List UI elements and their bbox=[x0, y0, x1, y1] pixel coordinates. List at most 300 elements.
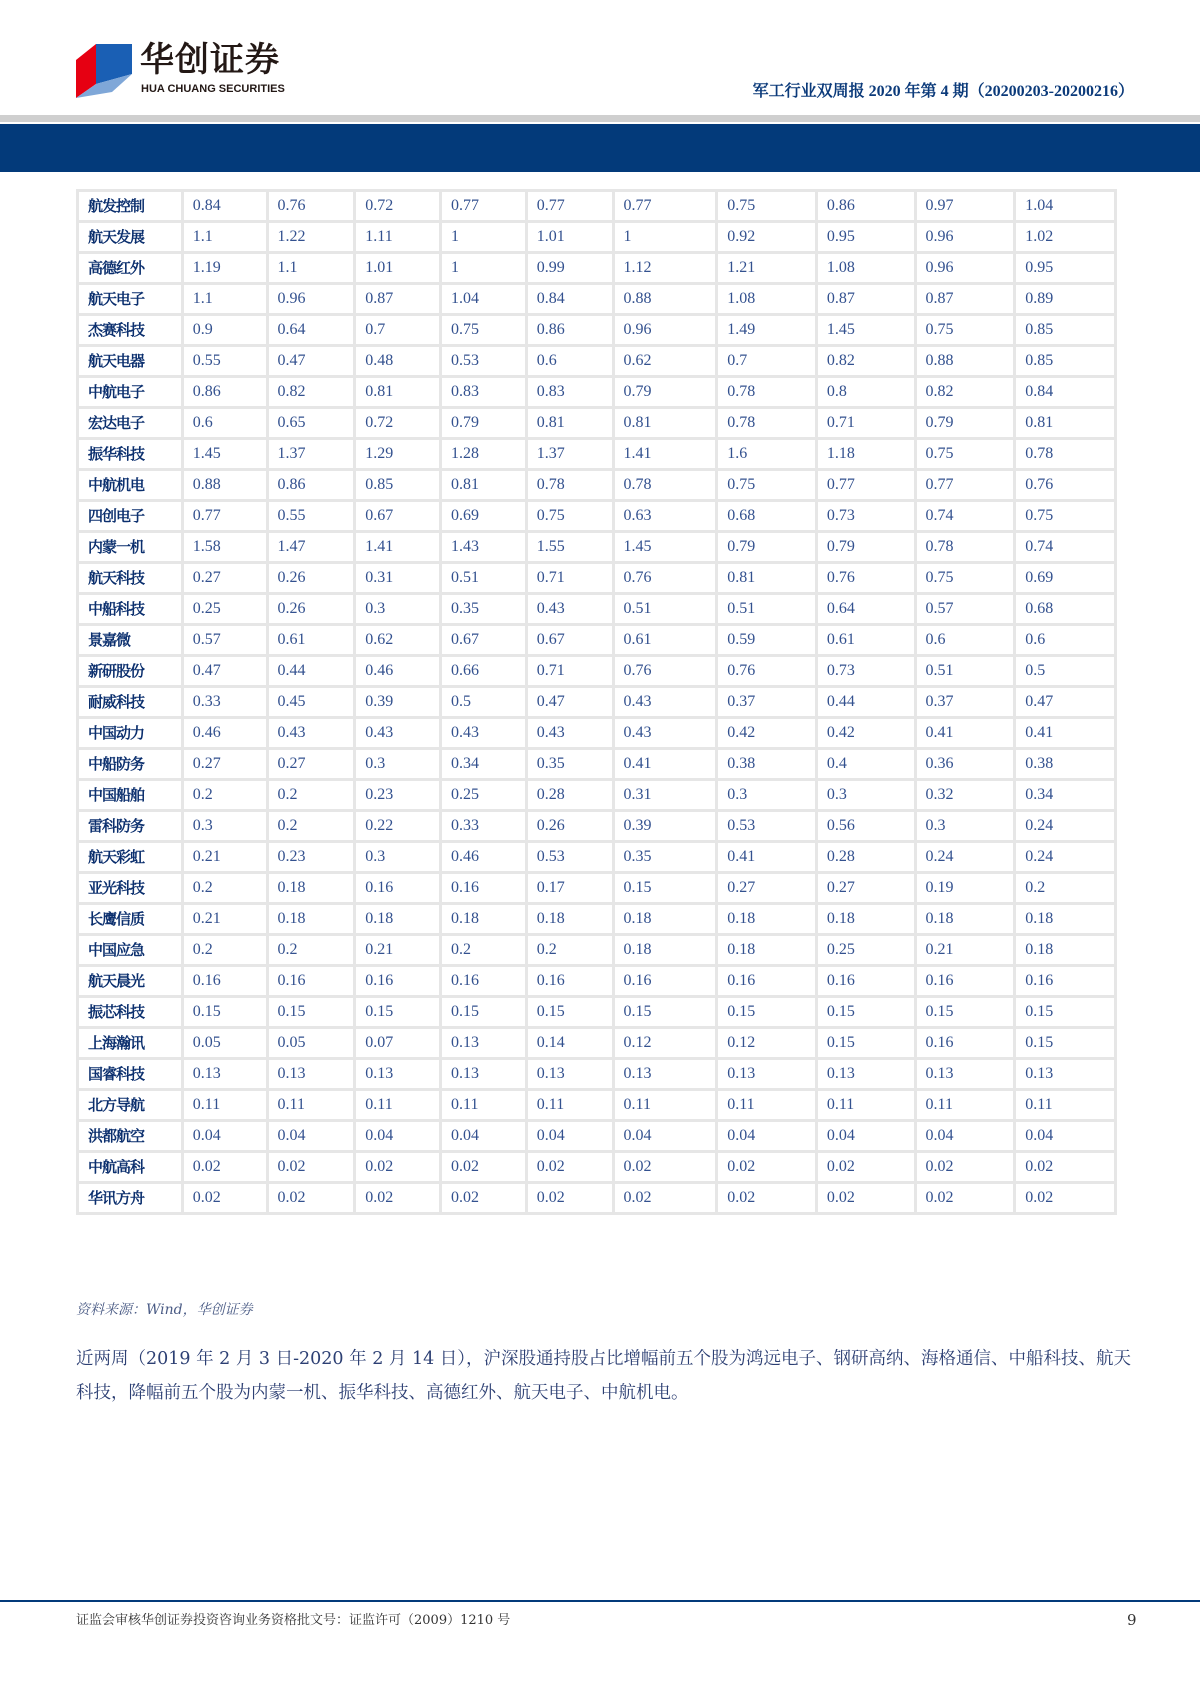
holding-ratio-cell: 0.35 bbox=[441, 594, 527, 625]
stock-name: 雷科防务 bbox=[78, 811, 183, 842]
holding-ratio-cell: 0.75 bbox=[441, 315, 527, 346]
stock-name: 航天电器 bbox=[78, 346, 183, 377]
holding-ratio-cell: 0.75 bbox=[915, 563, 1015, 594]
holding-ratio-cell: 0.67 bbox=[441, 625, 527, 656]
holding-ratio-cell: 1.58 bbox=[182, 532, 267, 563]
holding-ratio-cell: 0.11 bbox=[613, 1090, 717, 1121]
holding-ratio-cell: 0.18 bbox=[441, 904, 527, 935]
holding-ratio-cell: 0.26 bbox=[267, 594, 355, 625]
holding-ratio-cell: 0.85 bbox=[1015, 346, 1116, 377]
holding-ratio-cell: 0.89 bbox=[1015, 284, 1116, 315]
holding-ratio-cell: 1.55 bbox=[526, 532, 613, 563]
holding-ratio-cell: 1 bbox=[441, 253, 527, 284]
holding-ratio-cell: 0.13 bbox=[441, 1028, 527, 1059]
table-row bbox=[78, 408, 1116, 439]
table-row bbox=[78, 625, 1116, 656]
holding-ratio-cell: 0.04 bbox=[441, 1121, 527, 1152]
holding-ratio-cell: 0.63 bbox=[613, 501, 717, 532]
stock-name: 中国动力 bbox=[78, 718, 183, 749]
holding-ratio-cell: 0.37 bbox=[915, 687, 1015, 718]
holding-ratio-cell: 0.51 bbox=[915, 656, 1015, 687]
holding-ratio-cell: 0.15 bbox=[1015, 997, 1116, 1028]
table-row bbox=[78, 1183, 1116, 1214]
table-row bbox=[78, 532, 1116, 563]
holding-ratio-cell: 0.86 bbox=[526, 315, 613, 346]
holding-ratio-cell: 0.81 bbox=[441, 470, 527, 501]
holding-ratio-cell: 0.79 bbox=[915, 408, 1015, 439]
holding-ratio-cell: 0.14 bbox=[526, 1028, 613, 1059]
holding-ratio-cell: 0.18 bbox=[915, 904, 1015, 935]
stock-name: 振华科技 bbox=[78, 439, 183, 470]
holding-ratio-cell: 0.76 bbox=[717, 656, 817, 687]
holding-ratio-cell: 0.16 bbox=[267, 966, 355, 997]
holding-ratio-cell: 0.75 bbox=[915, 315, 1015, 346]
holding-ratio-cell: 0.24 bbox=[915, 842, 1015, 873]
holding-ratio-cell: 1.08 bbox=[816, 253, 915, 284]
holding-ratio-cell: 0.18 bbox=[816, 904, 915, 935]
holding-ratio-cell: 0.16 bbox=[816, 966, 915, 997]
holding-ratio-cell: 0.27 bbox=[267, 749, 355, 780]
holding-ratio-cell: 0.41 bbox=[915, 718, 1015, 749]
holding-ratio-cell: 1.29 bbox=[355, 439, 441, 470]
table-row bbox=[78, 811, 1116, 842]
holding-ratio-cell: 0.41 bbox=[717, 842, 817, 873]
holding-ratio-cell: 0.5 bbox=[441, 687, 527, 718]
holding-ratio-cell: 0.46 bbox=[441, 842, 527, 873]
holding-ratio-cell: 0.81 bbox=[1015, 408, 1116, 439]
holding-ratio-cell: 0.64 bbox=[267, 315, 355, 346]
holding-ratio-cell: 0.71 bbox=[526, 656, 613, 687]
holding-ratio-cell: 0.83 bbox=[441, 377, 527, 408]
holding-ratio-cell: 0.78 bbox=[717, 377, 817, 408]
holding-ratio-cell: 0.15 bbox=[355, 997, 441, 1028]
holding-ratio-cell: 1 bbox=[613, 222, 717, 253]
table-row bbox=[78, 904, 1116, 935]
holding-ratio-cell: 0.15 bbox=[1015, 1028, 1116, 1059]
holding-ratio-cell: 0.43 bbox=[613, 687, 717, 718]
holding-ratio-cell: 0.55 bbox=[182, 346, 267, 377]
holding-ratio-cell: 0.42 bbox=[816, 718, 915, 749]
holding-ratio-cell: 1.37 bbox=[267, 439, 355, 470]
stock-name: 航天发展 bbox=[78, 222, 183, 253]
stock-name: 新研股份 bbox=[78, 656, 183, 687]
holding-ratio-cell: 0.18 bbox=[1015, 935, 1116, 966]
table-row bbox=[78, 749, 1116, 780]
holding-ratio-cell: 0.6 bbox=[526, 346, 613, 377]
footer-divider bbox=[0, 1600, 1200, 1602]
stock-name: 宏达电子 bbox=[78, 408, 183, 439]
holding-ratio-cell: 0.15 bbox=[613, 997, 717, 1028]
holding-ratio-cell: 1.01 bbox=[355, 253, 441, 284]
holding-ratio-cell: 0.78 bbox=[915, 532, 1015, 563]
holding-ratio-cell: 0.71 bbox=[526, 563, 613, 594]
stock-name: 洪都航空 bbox=[78, 1121, 183, 1152]
holding-ratio-cell: 0.44 bbox=[816, 687, 915, 718]
holding-ratio-cell: 0.76 bbox=[613, 563, 717, 594]
logo-chinese: 华创证券 bbox=[140, 40, 280, 80]
holding-ratio-cell: 0.61 bbox=[613, 625, 717, 656]
holding-ratio-cell: 1.12 bbox=[613, 253, 717, 284]
holding-ratio-cell: 0.31 bbox=[613, 780, 717, 811]
holding-ratio-cell: 1.47 bbox=[267, 532, 355, 563]
table-row bbox=[78, 439, 1116, 470]
holding-ratio-cell: 0.78 bbox=[613, 470, 717, 501]
holding-ratio-cell: 1.41 bbox=[355, 532, 441, 563]
stock-name: 长鹰信质 bbox=[78, 904, 183, 935]
table-row bbox=[78, 501, 1116, 532]
holding-ratio-cell: 0.21 bbox=[182, 904, 267, 935]
holding-ratio-cell: 0.51 bbox=[613, 594, 717, 625]
holding-ratio-cell: 0.18 bbox=[267, 873, 355, 904]
stock-name: 航天电子 bbox=[78, 284, 183, 315]
holding-ratio-cell: 0.02 bbox=[1015, 1152, 1116, 1183]
holding-ratio-cell: 0.7 bbox=[717, 346, 817, 377]
holding-ratio-cell: 0.73 bbox=[816, 501, 915, 532]
holding-ratio-cell: 0.92 bbox=[717, 222, 817, 253]
holding-ratio-cell: 0.53 bbox=[441, 346, 527, 377]
stock-name: 中国应急 bbox=[78, 935, 183, 966]
holding-ratio-cell: 0.02 bbox=[267, 1183, 355, 1214]
table-row bbox=[78, 594, 1116, 625]
holding-ratio-cell: 0.47 bbox=[267, 346, 355, 377]
holding-ratio-cell: 0.13 bbox=[355, 1059, 441, 1090]
stock-name: 上海瀚讯 bbox=[78, 1028, 183, 1059]
holding-ratio-cell: 0.6 bbox=[915, 625, 1015, 656]
holding-ratio-cell: 0.2 bbox=[1015, 873, 1116, 904]
holding-ratio-cell: 0.24 bbox=[1015, 811, 1116, 842]
holding-ratio-cell: 0.45 bbox=[267, 687, 355, 718]
footer-license: 证监会审核华创证券投资咨询业务资格批文号：证监许可（2009）1210 号 bbox=[76, 1613, 511, 1628]
table-row bbox=[78, 346, 1116, 377]
holding-ratio-cell: 0.43 bbox=[526, 594, 613, 625]
holding-ratio-cell: 0.26 bbox=[267, 563, 355, 594]
holding-ratio-cell: 1.37 bbox=[526, 439, 613, 470]
holding-ratio-cell: 0.23 bbox=[267, 842, 355, 873]
holding-ratio-cell: 1.02 bbox=[1015, 222, 1116, 253]
stock-name: 中国船舶 bbox=[78, 780, 183, 811]
holding-ratio-cell: 0.2 bbox=[182, 935, 267, 966]
table-row bbox=[78, 842, 1116, 873]
holding-ratio-cell: 0.47 bbox=[1015, 687, 1116, 718]
holding-ratio-cell: 0.36 bbox=[915, 749, 1015, 780]
holding-ratio-cell: 0.04 bbox=[717, 1121, 817, 1152]
table-row bbox=[78, 191, 1116, 222]
holding-ratio-cell: 0.25 bbox=[816, 935, 915, 966]
holding-ratio-cell: 0.34 bbox=[1015, 780, 1116, 811]
holding-ratio-cell: 0.73 bbox=[816, 656, 915, 687]
holding-ratio-cell: 0.96 bbox=[267, 284, 355, 315]
table-row bbox=[78, 222, 1116, 253]
table-row bbox=[78, 377, 1116, 408]
holding-ratio-cell: 0.64 bbox=[816, 594, 915, 625]
holding-ratio-cell: 0.43 bbox=[441, 718, 527, 749]
holding-ratio-cell: 0.27 bbox=[816, 873, 915, 904]
table-row bbox=[78, 315, 1116, 346]
holding-ratio-cell: 0.11 bbox=[915, 1090, 1015, 1121]
holding-ratio-cell: 0.43 bbox=[355, 718, 441, 749]
holding-ratio-cell: 0.77 bbox=[441, 191, 527, 222]
holding-ratio-cell: 0.02 bbox=[816, 1152, 915, 1183]
logo-english: HUA CHUANG SECURITIES bbox=[141, 83, 285, 95]
holding-ratio-cell: 0.18 bbox=[526, 904, 613, 935]
holding-ratio-cell: 0.13 bbox=[1015, 1059, 1116, 1090]
holding-ratio-cell: 0.77 bbox=[526, 191, 613, 222]
holding-ratio-cell: 1.1 bbox=[267, 253, 355, 284]
holding-ratio-cell: 0.27 bbox=[182, 749, 267, 780]
holding-ratio-cell: 0.13 bbox=[717, 1059, 817, 1090]
holding-ratio-cell: 0.99 bbox=[526, 253, 613, 284]
stock-name: 航发控制 bbox=[78, 191, 183, 222]
holding-ratio-cell: 0.12 bbox=[613, 1028, 717, 1059]
holding-ratio-cell: 0.28 bbox=[816, 842, 915, 873]
holding-ratio-cell: 0.66 bbox=[441, 656, 527, 687]
holding-ratio-cell: 0.25 bbox=[182, 594, 267, 625]
table-row bbox=[78, 718, 1116, 749]
stock-name: 中航机电 bbox=[78, 470, 183, 501]
holding-ratio-cell: 0.71 bbox=[816, 408, 915, 439]
holding-ratio-cell: 0.76 bbox=[267, 191, 355, 222]
holding-ratio-cell: 0.02 bbox=[441, 1152, 527, 1183]
holding-ratio-cell: 0.02 bbox=[717, 1183, 817, 1214]
holding-ratio-cell: 0.16 bbox=[182, 966, 267, 997]
holding-ratio-cell: 0.75 bbox=[717, 470, 817, 501]
holding-ratio-cell: 0.02 bbox=[355, 1152, 441, 1183]
holding-ratio-cell: 0.41 bbox=[613, 749, 717, 780]
holding-ratio-cell: 0.61 bbox=[816, 625, 915, 656]
holding-ratio-cell: 0.62 bbox=[613, 346, 717, 377]
holding-ratio-cell: 0.3 bbox=[915, 811, 1015, 842]
holding-ratio-cell: 0.42 bbox=[717, 718, 817, 749]
holding-ratio-cell: 1.11 bbox=[355, 222, 441, 253]
holding-ratio-cell: 1.45 bbox=[816, 315, 915, 346]
holding-ratio-cell: 0.22 bbox=[355, 811, 441, 842]
holding-ratio-cell: 0.79 bbox=[717, 532, 817, 563]
holding-ratio-cell: 0.6 bbox=[182, 408, 267, 439]
holding-ratio-cell: 0.24 bbox=[1015, 842, 1116, 873]
holding-ratio-cell: 0.04 bbox=[613, 1121, 717, 1152]
holding-ratio-cell: 0.05 bbox=[267, 1028, 355, 1059]
holding-ratio-cell: 0.87 bbox=[355, 284, 441, 315]
holding-ratio-cell: 0.23 bbox=[355, 780, 441, 811]
holding-ratio-cell: 0.62 bbox=[355, 625, 441, 656]
holding-ratio-cell: 0.25 bbox=[441, 780, 527, 811]
holding-ratio-cell: 0.35 bbox=[613, 842, 717, 873]
holding-ratio-cell: 0.33 bbox=[182, 687, 267, 718]
holding-ratio-cell: 0.13 bbox=[816, 1059, 915, 1090]
holding-ratio-cell: 0.96 bbox=[613, 315, 717, 346]
table-row bbox=[78, 1090, 1116, 1121]
holding-ratio-cell: 0.26 bbox=[526, 811, 613, 842]
stock-name: 航天彩虹 bbox=[78, 842, 183, 873]
holding-ratio-cell: 0.79 bbox=[613, 377, 717, 408]
holding-ratio-cell: 1.6 bbox=[717, 439, 817, 470]
holding-ratio-cell: 0.68 bbox=[1015, 594, 1116, 625]
holding-ratio-cell: 0.04 bbox=[1015, 1121, 1116, 1152]
holding-ratio-cell: 0.2 bbox=[182, 873, 267, 904]
holding-ratio-cell: 0.86 bbox=[182, 377, 267, 408]
holding-ratio-cell: 1.22 bbox=[267, 222, 355, 253]
holding-ratio-cell: 0.2 bbox=[267, 811, 355, 842]
holding-ratio-cell: 0.79 bbox=[441, 408, 527, 439]
holding-ratio-cell: 1.04 bbox=[1015, 191, 1116, 222]
holding-ratio-cell: 0.18 bbox=[355, 904, 441, 935]
holding-ratio-cell: 0.21 bbox=[182, 842, 267, 873]
holding-ratio-cell: 0.16 bbox=[915, 966, 1015, 997]
holdings-table bbox=[76, 189, 1117, 1215]
holding-ratio-cell: 0.85 bbox=[1015, 315, 1116, 346]
holding-ratio-cell: 1.18 bbox=[816, 439, 915, 470]
holding-ratio-cell: 0.11 bbox=[355, 1090, 441, 1121]
holding-ratio-cell: 0.3 bbox=[355, 594, 441, 625]
holding-ratio-cell: 0.02 bbox=[526, 1152, 613, 1183]
holding-ratio-cell: 0.72 bbox=[355, 408, 441, 439]
table-row bbox=[78, 1028, 1116, 1059]
holding-ratio-cell: 0.9 bbox=[182, 315, 267, 346]
holding-ratio-cell: 0.74 bbox=[915, 501, 1015, 532]
holding-ratio-cell: 0.53 bbox=[717, 811, 817, 842]
holding-ratio-cell: 0.15 bbox=[816, 1028, 915, 1059]
holding-ratio-cell: 0.83 bbox=[526, 377, 613, 408]
holding-ratio-cell: 0.78 bbox=[717, 408, 817, 439]
holding-ratio-cell: 0.02 bbox=[526, 1183, 613, 1214]
holding-ratio-cell: 0.95 bbox=[1015, 253, 1116, 284]
holding-ratio-cell: 0.75 bbox=[915, 439, 1015, 470]
holding-ratio-cell: 0.13 bbox=[526, 1059, 613, 1090]
holding-ratio-cell: 0.59 bbox=[717, 625, 817, 656]
holding-ratio-cell: 0.79 bbox=[816, 532, 915, 563]
holding-ratio-cell: 0.12 bbox=[717, 1028, 817, 1059]
holding-ratio-cell: 0.11 bbox=[182, 1090, 267, 1121]
holding-ratio-cell: 0.75 bbox=[1015, 501, 1116, 532]
holding-ratio-cell: 0.11 bbox=[267, 1090, 355, 1121]
table-row bbox=[78, 873, 1116, 904]
stock-name: 四创电子 bbox=[78, 501, 183, 532]
holding-ratio-cell: 0.02 bbox=[915, 1183, 1015, 1214]
holding-ratio-cell: 0.6 bbox=[1015, 625, 1116, 656]
holding-ratio-cell: 0.87 bbox=[915, 284, 1015, 315]
holding-ratio-cell: 0.02 bbox=[816, 1183, 915, 1214]
holding-ratio-cell: 0.81 bbox=[355, 377, 441, 408]
holding-ratio-cell: 0.04 bbox=[355, 1121, 441, 1152]
table-row bbox=[78, 470, 1116, 501]
holding-ratio-cell: 0.11 bbox=[526, 1090, 613, 1121]
holding-ratio-cell: 0.33 bbox=[441, 811, 527, 842]
holding-ratio-cell: 0.48 bbox=[355, 346, 441, 377]
holding-ratio-cell: 0.55 bbox=[267, 501, 355, 532]
holding-ratio-cell: 0.84 bbox=[182, 191, 267, 222]
holding-ratio-cell: 0.47 bbox=[182, 656, 267, 687]
holding-ratio-cell: 0.51 bbox=[717, 594, 817, 625]
holding-ratio-cell: 0.13 bbox=[182, 1059, 267, 1090]
holding-ratio-cell: 0.44 bbox=[267, 656, 355, 687]
holding-ratio-cell: 0.82 bbox=[816, 346, 915, 377]
holding-ratio-cell: 0.57 bbox=[915, 594, 1015, 625]
holding-ratio-cell: 0.16 bbox=[1015, 966, 1116, 997]
holding-ratio-cell: 0.97 bbox=[915, 191, 1015, 222]
page-number: 9 bbox=[1127, 1611, 1137, 1629]
holding-ratio-cell: 0.16 bbox=[441, 873, 527, 904]
holding-ratio-cell: 0.39 bbox=[613, 811, 717, 842]
stock-name: 航天晨光 bbox=[78, 966, 183, 997]
holding-ratio-cell: 0.15 bbox=[526, 997, 613, 1028]
header-band bbox=[0, 124, 1200, 172]
holding-ratio-cell: 0.77 bbox=[915, 470, 1015, 501]
holding-ratio-cell: 0.96 bbox=[915, 222, 1015, 253]
stock-name: 景嘉微 bbox=[78, 625, 183, 656]
stock-name: 航天科技 bbox=[78, 563, 183, 594]
table-row bbox=[78, 1121, 1116, 1152]
holding-ratio-cell: 0.18 bbox=[613, 904, 717, 935]
table-row bbox=[78, 656, 1116, 687]
holding-ratio-cell: 0.16 bbox=[355, 966, 441, 997]
holding-ratio-cell: 0.51 bbox=[441, 563, 527, 594]
holding-ratio-cell: 0.15 bbox=[441, 997, 527, 1028]
holding-ratio-cell: 0.16 bbox=[526, 966, 613, 997]
holding-ratio-cell: 0.81 bbox=[613, 408, 717, 439]
holding-ratio-cell: 0.15 bbox=[613, 873, 717, 904]
holding-ratio-cell: 0.37 bbox=[717, 687, 817, 718]
holding-ratio-cell: 0.3 bbox=[717, 780, 817, 811]
holding-ratio-cell: 0.57 bbox=[182, 625, 267, 656]
holding-ratio-cell: 0.75 bbox=[526, 501, 613, 532]
stock-name: 中航高科 bbox=[78, 1152, 183, 1183]
holding-ratio-cell: 0.69 bbox=[1015, 563, 1116, 594]
holding-ratio-cell: 0.15 bbox=[267, 997, 355, 1028]
holding-ratio-cell: 1.49 bbox=[717, 315, 817, 346]
holding-ratio-cell: 0.8 bbox=[816, 377, 915, 408]
holding-ratio-cell: 0.28 bbox=[526, 780, 613, 811]
holding-ratio-cell: 0.07 bbox=[355, 1028, 441, 1059]
holding-ratio-cell: 0.68 bbox=[717, 501, 817, 532]
holding-ratio-cell: 0.82 bbox=[915, 377, 1015, 408]
holding-ratio-cell: 0.41 bbox=[1015, 718, 1116, 749]
holding-ratio-cell: 0.67 bbox=[355, 501, 441, 532]
stock-name: 国睿科技 bbox=[78, 1059, 183, 1090]
holding-ratio-cell: 0.11 bbox=[816, 1090, 915, 1121]
table-row bbox=[78, 780, 1116, 811]
holding-ratio-cell: 0.77 bbox=[182, 501, 267, 532]
table-row bbox=[78, 935, 1116, 966]
holding-ratio-cell: 0.77 bbox=[816, 470, 915, 501]
holding-ratio-cell: 0.11 bbox=[717, 1090, 817, 1121]
holding-ratio-cell: 0.81 bbox=[717, 563, 817, 594]
table-row bbox=[78, 253, 1116, 284]
holding-ratio-cell: 0.02 bbox=[613, 1152, 717, 1183]
holding-ratio-cell: 0.3 bbox=[182, 811, 267, 842]
table-row bbox=[78, 997, 1116, 1028]
holding-ratio-cell: 0.21 bbox=[915, 935, 1015, 966]
holding-ratio-cell: 0.81 bbox=[526, 408, 613, 439]
holding-ratio-cell: 0.18 bbox=[717, 935, 817, 966]
holding-ratio-cell: 0.04 bbox=[915, 1121, 1015, 1152]
holding-ratio-cell: 0.47 bbox=[526, 687, 613, 718]
stock-name: 耐威科技 bbox=[78, 687, 183, 718]
holding-ratio-cell: 0.72 bbox=[355, 191, 441, 222]
report-title: 军工行业双周报 2020 年第 4 期（20200203-20200216） bbox=[752, 83, 1134, 100]
holding-ratio-cell: 0.15 bbox=[717, 997, 817, 1028]
holding-ratio-cell: 1.19 bbox=[182, 253, 267, 284]
holding-ratio-cell: 0.46 bbox=[355, 656, 441, 687]
holding-ratio-cell: 0.02 bbox=[915, 1152, 1015, 1183]
holding-ratio-cell: 0.3 bbox=[355, 842, 441, 873]
holding-ratio-cell: 0.02 bbox=[613, 1183, 717, 1214]
holding-ratio-cell: 0.05 bbox=[182, 1028, 267, 1059]
holding-ratio-cell: 0.46 bbox=[182, 718, 267, 749]
stock-name: 亚光科技 bbox=[78, 873, 183, 904]
holding-ratio-cell: 1 bbox=[441, 222, 527, 253]
holding-ratio-cell: 0.3 bbox=[816, 780, 915, 811]
table-row bbox=[78, 966, 1116, 997]
